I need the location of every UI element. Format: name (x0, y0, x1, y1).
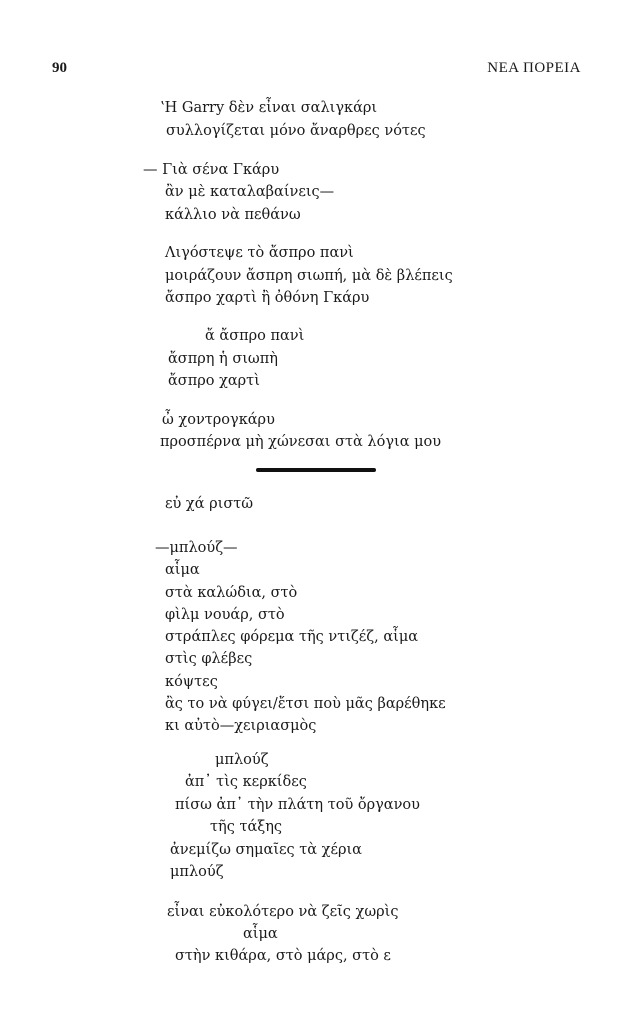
poem-line: μπλούζ (170, 864, 224, 880)
poem-line: ἀνεμίζω σημαῖες τὰ χέρια (170, 842, 362, 858)
poem-line: τῆς τάξης (210, 819, 283, 835)
poem-line: μπλούζ (215, 752, 269, 768)
poem-line: κόψτες (165, 674, 218, 690)
poem-line: στράπλες φόρεμα τῆς ντιζέζ, αἷμα (165, 629, 419, 645)
poem-line: ἄσπρο χαρτὶ (168, 373, 260, 389)
poem-line: στὴν κιθάρα, στὸ μάρς, στὸ ε (175, 948, 391, 964)
poem-line: στὶς φλέβες (165, 651, 253, 667)
poem-line: ἄσπρη ἡ σιωπὴ (168, 351, 278, 367)
poem-line: ἂν μὲ καταλαβαίνεις— (165, 184, 335, 200)
poem-line: ὦ χοντρογκάρυ (162, 412, 275, 428)
poem-line: αἷμα (165, 562, 200, 578)
poem-line: ʽΗ Garry δὲν εἶναι σαλιγκάρι (160, 100, 378, 116)
poem-line: συλλογίζεται μόνο ἄναρθρες νότες (166, 123, 426, 139)
poem-line: — Γιὰ σένα Γκάρυ (143, 162, 280, 178)
poem-line: πίσω ἀπ᾽ τὴν πλάτη τοῦ ὄργανου (175, 797, 420, 813)
poem-line: μοιράζουν ἄσπρη σιωπή, μὰ δὲ βλέπεις (165, 268, 453, 284)
poem-line: εἶναι εὐκολότερο νὰ ζεῖς χωρὶς (167, 904, 399, 920)
poem-line: κι αὐτὸ—χειριασμὸς (165, 718, 317, 734)
poem-line: —μπλούζ— (155, 540, 238, 556)
page-number: 90 (52, 60, 67, 76)
poem-line: ἂς το νὰ φύγει/ἔτσι ποὺ μᾶς βαρέθηκε (165, 696, 446, 712)
section-divider (256, 468, 376, 472)
poem-line: Λιγόστεψε τὸ ἄσπρο πανὶ (165, 245, 354, 261)
poem-line: κάλλιο νὰ πεθάνω (165, 207, 301, 223)
poem-line: ἀπ᾽ τὶς κερκίδες (185, 774, 307, 790)
poem-line: προσπέρνα μὴ χώνεσαι στὰ λόγια μου (160, 434, 442, 450)
poem-line: ἄσπρο χαρτὶ ἢ ὀθόνη Γκάρυ (165, 290, 370, 306)
poem-line: ἄ ἄσπρο πανὶ (205, 328, 305, 344)
running-title: ΝΕΑ ΠΟΡΕΙΑ (487, 60, 581, 76)
poem-line: αἷμα (243, 926, 278, 942)
poem-line: στὰ καλώδια, στὸ (165, 585, 298, 601)
poem-line: εὐ χά ριστῶ (165, 496, 254, 512)
poem-line: φὶλμ νουάρ, στὸ (165, 607, 285, 623)
